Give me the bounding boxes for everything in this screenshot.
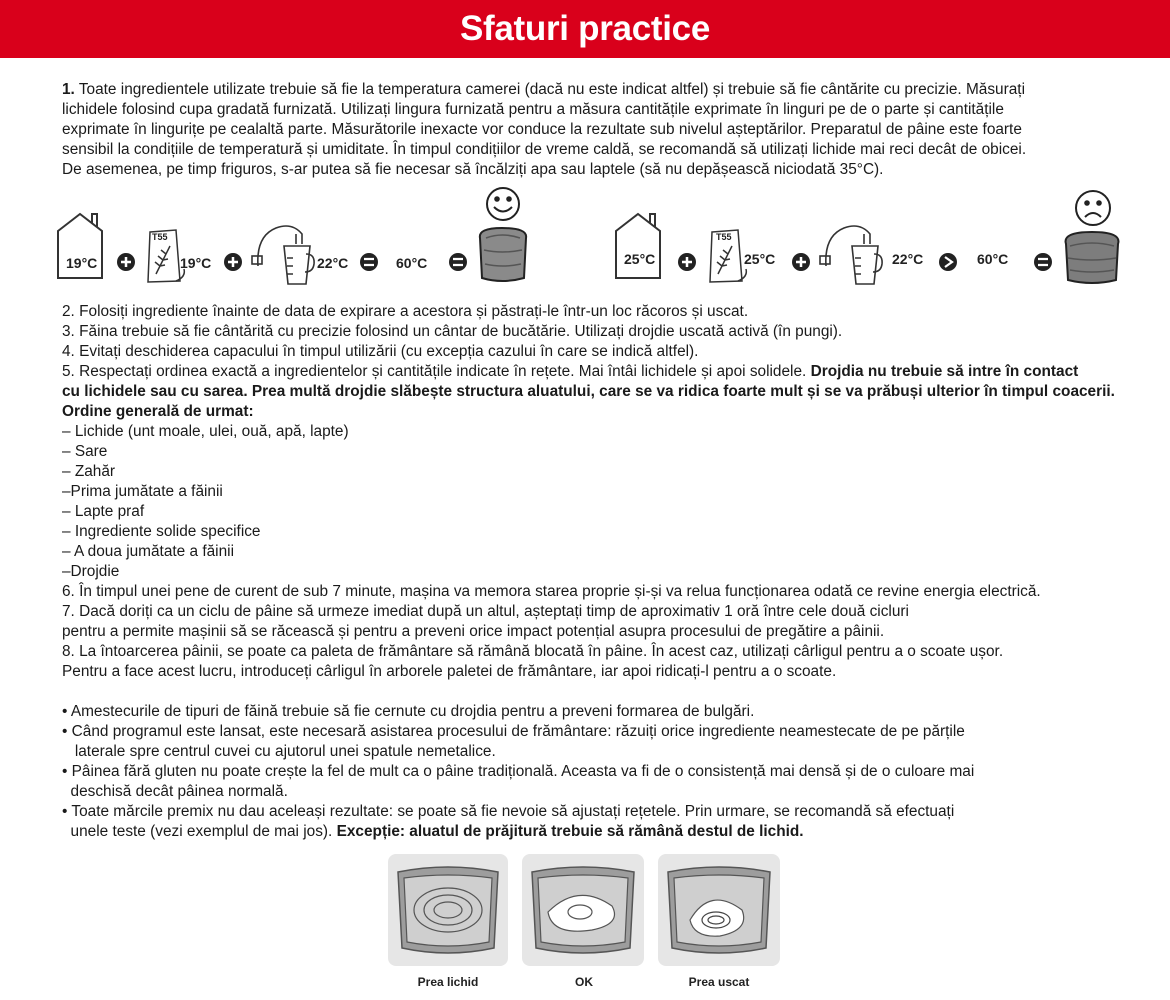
plus-icon: [224, 253, 242, 271]
tip-8-line-1: 8. La întoarcerea pâinii, se poate ca paleta de frământare să rămână blocată în pâine. În acest caz, utilizați cârligul pentru a o scoate ușor.: [62, 643, 1004, 660]
order-item: –Drojdie: [62, 563, 120, 580]
plus-icon: [792, 253, 810, 271]
diagram-graphics: [0, 186, 1170, 296]
total-temp-bad: 60°C: [977, 251, 1009, 267]
intro-line-4: sensibil la condițiile de temperatură și umiditate. În timpul condițiilor de vreme caldă, se recomandă să utilizați lichide mai reci decât de obicei.: [62, 141, 1027, 158]
plus-icon: [678, 253, 696, 271]
intro-line-5: De asemenea, pe timp friguros, s-ar putea să fie necesar să încălziți apa sau laptele (să nu depășească niciodată 35°C).: [62, 161, 884, 178]
tap-jug-icon: [252, 226, 314, 284]
intro-line-2: lichidele folosind cupa gradată furnizată. Utilizați lingura furnizată pentru a măsura cantitățile exprimate în linguri pe de o parte și cantitățile: [62, 101, 1004, 118]
order-item: –Prima jumătate a făinii: [62, 483, 223, 500]
order-item: – Lapte praf: [62, 503, 145, 520]
bullet-line: laterale spre centrul cuvei cu ajutorul unei spatule nemetalice.: [62, 743, 496, 760]
flour-label-good: T55: [152, 232, 168, 242]
pan-too-liquid: [388, 854, 508, 966]
total-temp-good: 60°C: [396, 255, 428, 271]
last-bullet-bold: Excepție: aluatul de prăjitură trebuie să rămână destul de lichid.: [336, 823, 804, 840]
tip-3: 3. Făina trebuie să fie cântărită cu precizie folosind un cântar de bucătărie. Utilizați drojdie uscată activă (în pungi).: [62, 323, 843, 340]
order-item: – A doua jumătate a făinii: [62, 543, 234, 560]
temperature-diagram: [0, 186, 1170, 296]
plus-icon: [117, 253, 135, 271]
tap-jug-icon: [820, 226, 882, 284]
tip-7-line-2: pentru a permite mașinii să se răcească și pentru a preveni orice impact potențial asupra procesului de pregătire a pâinii.: [62, 623, 885, 640]
house-icon: [616, 214, 660, 278]
tip-5-text: 5. Respectați ordinea exactă a ingredientelor și cantitățile indicate în rețete. Mai întâi lichidele și apoi solidele.: [62, 363, 811, 380]
page-title: Sfaturi practice: [459, 9, 710, 48]
order-item: – Sare: [62, 443, 108, 460]
dough-pans: [0, 850, 1170, 975]
equals-icon: [360, 253, 378, 271]
bread-good-icon: [480, 228, 526, 281]
pan-label: OK: [575, 975, 593, 989]
flour-temp-bad: 25°C: [744, 251, 776, 267]
intro-text-1: Toate ingredientele utilizate trebuie să fie la temperatura camerei (dacă nu este indicat altfel) și trebuie să fie cântărite cu precizie. Măsurați: [78, 81, 1025, 98]
bullet-line-last: [62, 822, 804, 842]
flour-temp-good: 19°C: [180, 255, 212, 271]
pan-too-dry: [658, 854, 780, 966]
tip-7-line-1: 7. Dacă doriți ca un ciclu de pâine să urmeze imediat după un altul, așteptați timp de aproximativ 1 oră între cele două cicluri: [62, 603, 909, 620]
pan-label: Prea uscat: [688, 975, 750, 989]
intro-number: 1.: [62, 81, 75, 98]
bullet-line: • Când programul este lansat, este necesară asistarea procesului de frământare: răzuiți orice ingrediente neamestecate de pe părțile: [62, 723, 965, 740]
bullet-line: • Toate mărcile premix nu dau aceleași rezultate: se poate să fie nevoie să ajustați rețetele. Prin urmare, se recomandă să efectuați: [62, 803, 955, 820]
bread-bad-icon: [1066, 232, 1119, 283]
liquid-temp-good: 22°C: [317, 255, 349, 271]
order-item: – Ingrediente solide specifice: [62, 523, 261, 540]
tip-4: 4. Evitați deschiderea capacului în timpul utilizării (cu excepția cazului în care se indică altfel).: [62, 343, 699, 360]
flour-label-bad: T55: [716, 232, 732, 242]
bullet-line: deschisă decât pâinea normală.: [62, 783, 288, 800]
title-banner: [0, 0, 1170, 58]
room-temp-good: 19°C: [66, 255, 98, 271]
tip-5-line-2: cu lichidele sau cu sarea. Prea multă drojdie slăbește structura aluatului, care se va ridica foarte mult și se va prăbuși ulterior în timpul coacerii.: [62, 383, 1115, 400]
smiley-icon: [487, 188, 519, 220]
order-title: Ordine generală de urmat:: [62, 403, 254, 420]
tip-5-bold: Drojdia nu trebuie să intre în contact: [810, 363, 1079, 380]
equals-icon: [1034, 253, 1052, 271]
liquid-temp-bad: 22°C: [892, 251, 924, 267]
intro-line-1: [62, 80, 1025, 100]
pan-ok: [522, 854, 644, 966]
order-item: – Zahăr: [62, 463, 116, 480]
last-bullet-text: unele teste (vezi exemplul de mai jos).: [62, 823, 337, 840]
bullet-line: • Pâinea fără gluten nu poate crește la fel de mult ca o pâine tradițională. Aceasta va fi de o consistență mai densă și de o culoare mai: [62, 763, 975, 780]
equals-icon: [449, 253, 467, 271]
tip-6: 6. În timpul unei pene de curent de sub 7 minute, mașina va memora starea proprie și-și va relua funcționarea odată ce revine energia electrică.: [62, 583, 1041, 600]
sad-face-icon: [1076, 191, 1110, 225]
tip-8-line-2: Pentru a face acest lucru, introduceți cârligul în arborele paletei de frământare, iar apoi ridicați-l pentru a o scoate.: [62, 663, 837, 680]
bullet-line: • Amestecurile de tipuri de făină trebuie să fie cernute cu drojdia pentru a preveni formarea de bulgări.: [62, 703, 755, 720]
tip-5-line-1: [62, 362, 1078, 382]
greater-than-icon: [939, 253, 957, 271]
tip-2: 2. Folosiți ingrediente înainte de data de expirare a acestora și păstrați-le într-un loc răcoros și uscat.: [62, 303, 749, 320]
intro-line-3: exprimate în lingurițe pe cealaltă parte. Măsurătorile inexacte vor conduce la rezultate sub nivelul așteptărilor. Preparatul de pâine este foarte: [62, 121, 1022, 138]
room-temp-bad: 25°C: [624, 251, 656, 267]
pan-label: Prea lichid: [417, 975, 479, 989]
order-item: – Lichide (unt moale, ulei, ouă, apă, lapte): [62, 423, 349, 440]
